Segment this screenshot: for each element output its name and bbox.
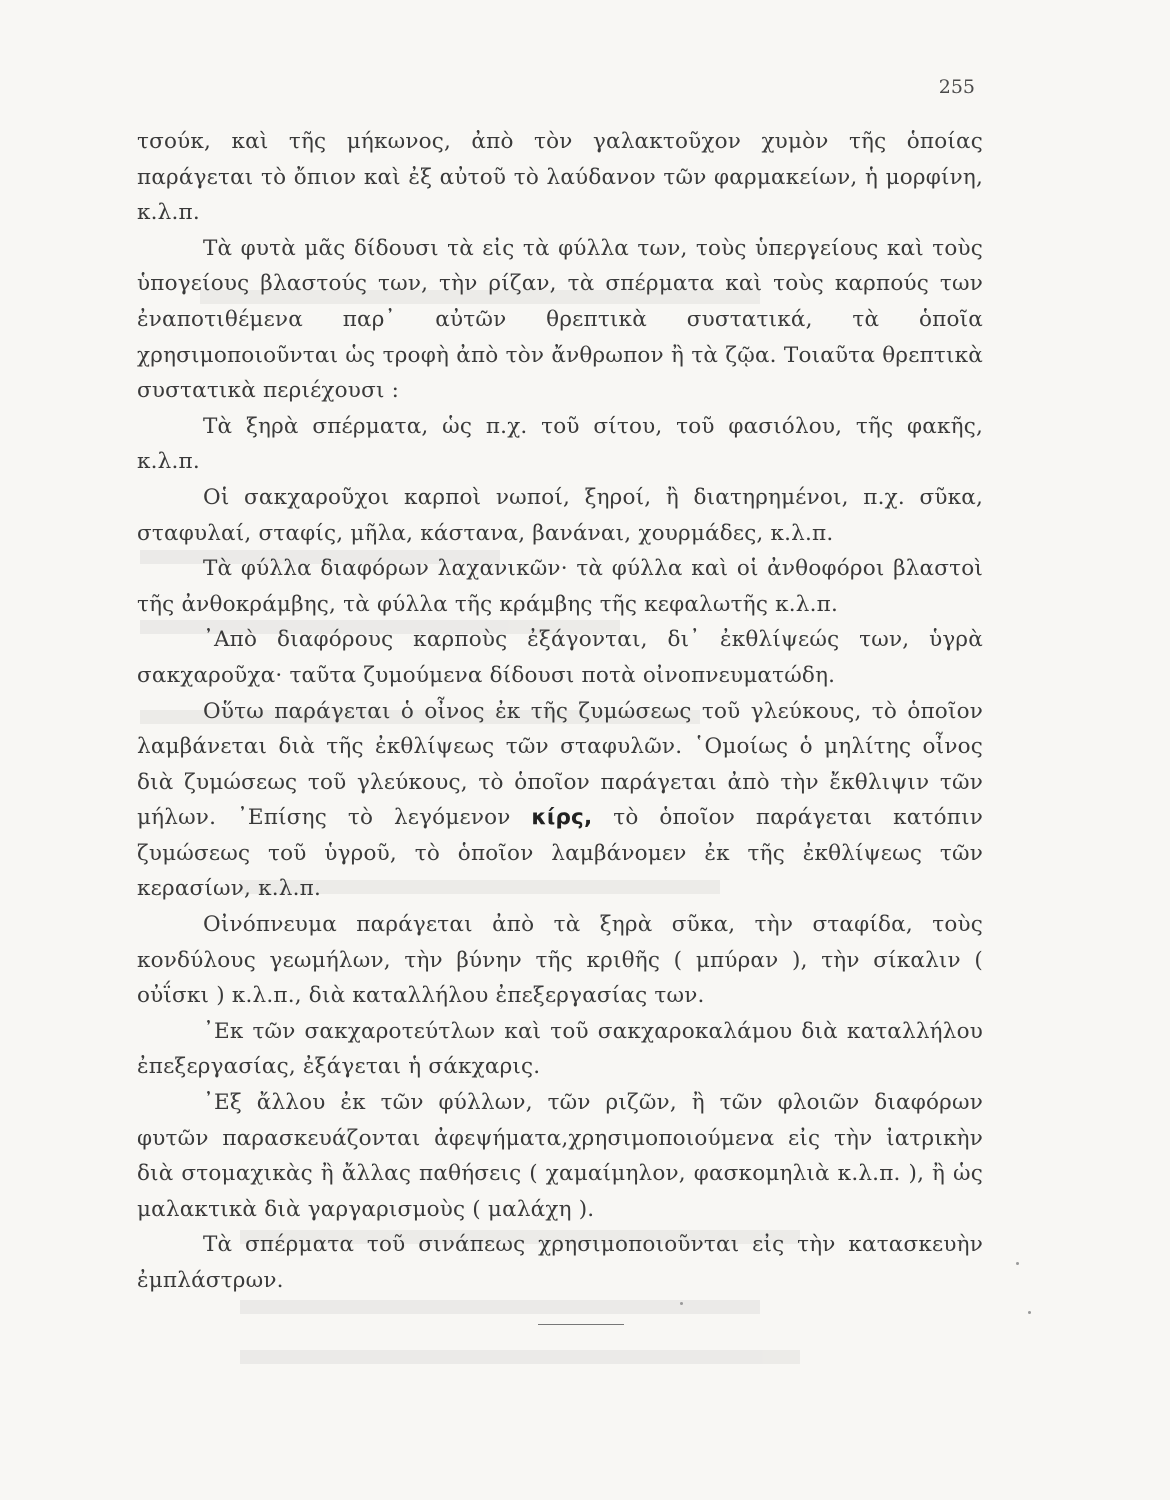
paper-speck <box>680 1302 683 1305</box>
paragraph-3: Τὰ ξηρὰ σπέρματα, ὡς π.χ. τοῦ σίτου, τοῦ φασιόλου, τῆς φακῆς, κ.λ.π. <box>137 413 983 475</box>
body-text <box>137 124 983 1299</box>
paragraph-7-text-after: τὸ ὁποῖον παράγεται κατόπιν ζυμώσεως τοῦ ὑγροῦ, τὸ ὁποῖον λαμβάνομεν ἐκ τῆς ἐκθλίψεως τῶν κερασίων, κ.λ.π. <box>137 805 983 902</box>
bold-term-kirs: κίρς, <box>531 805 593 831</box>
paragraph-7-text-before: Οὕτω παράγεται ὁ οἶνος ἐκ τῆς ζυμώσεως τοῦ γλεύκους, τὸ ὁποῖον λαμβάνεται διὰ τῆς ἐκθλίψεως τῶν σταφυλῶν. ῾Ομοίως ὁ μηλίτης οἶνος διὰ ζυμώσεως τοῦ γλεύκους, τὸ ὁποῖον παράγεται ἀπὸ τὴν ἔκθλιψιν τῶν μήλων. ᾽Επίσης τὸ λεγόμενον <box>137 698 983 831</box>
paragraph-8: Οἰνόπνευμα παράγεται ἀπὸ τὰ ξηρὰ σῦκα, τὴν σταφίδα, τοὺς κονδύλους γεωμήλων, τὴν βύνην τῆς κριθῆς ( μπύραν ), τὴν σίκαλιν ( οὐΐσκι ) κ.λ.π., διὰ καταλλήλου ἐπεξεργασίας των. <box>137 912 983 1009</box>
paragraph-1: τσούκ, καὶ τῆς μήκωνος, ἀπὸ τὸν γαλακτοῦχον χυμὸν τῆς ὁποίας παράγεται τὸ ὄπιον καὶ ἐξ αὐτοῦ τὸ λαύδανον τῶν φαρμακείων, ἡ μορφίνη, κ.λ.π. <box>137 129 983 226</box>
paragraph-10: ᾽Εξ ἄλλου ἐκ τῶν φύλλων, τῶν ριζῶν, ἢ τῶν φλοιῶν διαφόρων φυτῶν παρασκευάζονται ἀφεψήματα,χρησιμοποιούμενα εἰς τὴν ἰατρικὴν διὰ στομαχικὰς ἢ ἄλλας παθήσεις ( χαμαίμηλον, φασκομηλιὰ κ.λ.π. ), ἢ ὡς μαλακτικὰ διὰ γαργαρισμοὺς ( μαλάχη ). <box>137 1090 983 1222</box>
paragraph-9: ᾽Εκ τῶν σακχαροτεύτλων καὶ τοῦ σακχαροκαλάμου διὰ καταλλήλου ἐπεξεργασίας, ἐξάγεται ἡ σάκχαρις. <box>137 1018 983 1080</box>
paragraph-2: Τὰ φυτὰ μᾶς δίδουσι τὰ εἰς τὰ φύλλα των, τοὺς ὑπεργείους καὶ τοὺς ὑπογείους βλαστούς των, τὴν ρίζαν, τὰ σπέρματα καὶ τοὺς καρπούς των ἐναποτιθέμενα παρ᾽ αὐτῶν θρεπτικὰ συστατικά, τὰ ὁποῖα χρησιμοποιοῦνται ὡς τροφὴ ἀπὸ τὸν ἄνθρωπον ἢ τὰ ζῷα. Τοιαῦτα θρεπτικὰ συστατικὰ περιέχουσι : <box>137 235 983 404</box>
paper-speck <box>1016 1262 1019 1265</box>
paragraph-6: ᾽Απὸ διαφόρους καρποὺς ἐξάγονται, δι᾽ ἐκθλίψεώς των, ὑγρὰ σακχαροῦχα· ταῦτα ζυμούμενα δίδουσι ποτὰ οἰνοπνευματώδη. <box>137 627 983 688</box>
section-end-rule <box>538 1324 624 1325</box>
paragraph-5: Τὰ φύλλα διαφόρων λαχανικῶν· τὰ φύλλα καὶ οἱ ἀνθοφόροι βλαστοὶ τῆς ἀνθοκράμβης, τὰ φύλλα τῆς κράμβης τῆς κεφαλωτῆς κ.λ.π. <box>137 556 983 617</box>
page-number: 255 <box>938 76 975 98</box>
paragraph-11: Τὰ σπέρματα τοῦ σινάπεως χρησιμοποιοῦνται εἰς τὴν κατασκευὴν ἐμπλάστρων. <box>137 1232 983 1293</box>
paragraph-4: Οἱ σακχαροῦχοι καρποὶ νωποί, ξηροί, ἢ διατηρημένοι, π.χ. σῦκα, σταφυλαί, σταφίς, μῆλα, κάστανα, βανάναι, χουρμάδες, κ.λ.π. <box>137 484 983 546</box>
paragraph-7 <box>137 694 983 908</box>
paper-speck <box>1028 1311 1031 1314</box>
